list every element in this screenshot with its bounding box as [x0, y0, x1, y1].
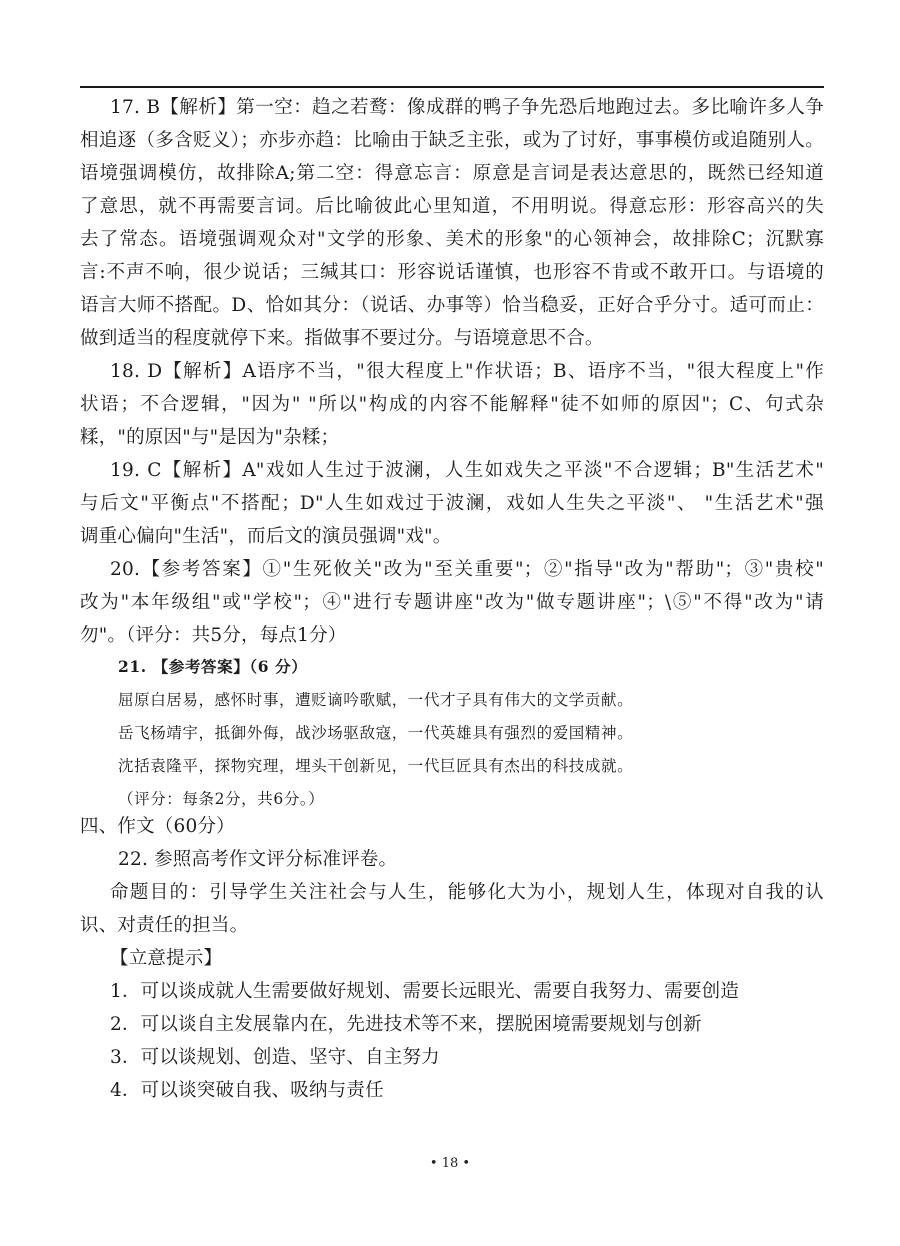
section4-title: 四、作文（60分）: [80, 816, 235, 837]
q21-answer-3: 沈括袁隆平，探物究理，埋头干创新见，一代巨匠具有杰出的科技成就。: [118, 757, 634, 775]
purpose-line-2: 识、对责任的担当。: [80, 915, 249, 936]
q18-line-2: 状语；不合逻辑，"因为" "所以"构成的内容不能解释"徒不如师的原因"；C、句式杂: [80, 394, 824, 415]
q17-line-5: 去了常态。语境强调观众对"文学的形象、美术的形象"的心领神会，故排除C；沉默寡: [80, 229, 824, 250]
q19-line-1: 19. C【解析】A"戏如人生过于波澜，人生如戏失之平淡"不合逻辑；B"生活艺术": [110, 460, 824, 481]
q20-line-2: 改为"本年级组"或"学校"；④"进行专题讲座"改为"做专题讲座"；\⑤"不得"改为"请: [80, 592, 824, 613]
purpose-line-1: 命题目的：引导学生关注社会与人生，能够化大为小，规划人生，体现对自我的认: [110, 882, 824, 903]
q21-scoring: （评分：每条2分，共6分。）: [118, 790, 325, 808]
q18-line-3: 糅，"的原因"与"是因为"杂糅；: [80, 427, 340, 448]
q18-line-1: 18. D【解析】A语序不当，"很大程度上"作状语；B、语序不当，"很大程度上"作: [110, 361, 824, 382]
header-rule: [80, 86, 824, 88]
q21-answer-2: 岳飞杨靖宇，抵御外侮，战沙场驱敌寇，一代英雄具有强烈的爱国精神。: [118, 724, 634, 742]
q17-line-1: 17. B【解析】第一空：趋之若鹜：像成群的鸭子争先恐后地跑过去。多比喻许多人争: [110, 97, 824, 118]
q22-line: 22. 参照高考作文评分标准评卷。: [118, 849, 398, 870]
q17-line-4: 了意思，就不再需要言词。后比喻彼此心里知道，不用明说。得意忘形：形容高兴的失: [80, 196, 824, 217]
hint-4: 4．可以谈突破自我、吸纳与责任: [110, 1080, 384, 1101]
q17-line-7: 语言大师不搭配。D、恰如其分：（说话、办事等）恰当稳妥，正好合乎分寸。适可而止：: [80, 295, 824, 316]
hint-3: 3．可以谈规划、创造、坚守、自主努力: [110, 1047, 440, 1068]
q21-answer-1: 屈原白居易，感怀时事，遭贬谪吟歌赋，一代才子具有伟大的文学贡献。: [118, 691, 634, 709]
q17-line-6: 言:不声不响，很少说话；三缄其口：形容说话谨慎，也形容不肯或不敢开口。与语境的: [80, 262, 824, 283]
q19-line-3: 调重心偏向"生活"，而后文的演员强调"戏"。: [80, 526, 452, 547]
q20-line-1: 20.【参考答案】①"生死攸关"改为"至关重要"；②"指导"改为"帮助"；③"贵校": [110, 559, 824, 580]
q17-line-8: 做到适当的程度就停下来。指做事不要过分。与语境意思不合。: [80, 328, 604, 349]
q19-line-2: 与后文"平衡点"不搭配；D"人生如戏过于波澜，戏如人生失之平淡"、 "生活艺术"强: [80, 493, 824, 514]
page-number: • 18 •: [429, 1156, 471, 1171]
q21-heading: 21. 【参考答案】（6 分）: [118, 657, 308, 676]
hint-title: 【立意提示】: [110, 948, 223, 969]
hint-1: 1．可以谈成就人生需要做好规划、需要长远眼光、需要自我努力、需要创造: [110, 981, 740, 1002]
hint-2: 2．可以谈自主发展靠内在，先进技术等不来，摆脱困境需要规划与创新: [110, 1014, 702, 1035]
q17-line-3: 语境强调模仿，故排除A;第二空：得意忘言：原意是言词是表达意思的，既然已经知道: [80, 163, 824, 184]
q20-line-3: 勿"。（评分：共5分，每点1分）: [80, 625, 347, 646]
q17-line-2: 相追逐（多含贬义）；亦步亦趋：比喻由于缺乏主张，或为了讨好，事事模仿或追随别人。: [80, 130, 824, 151]
